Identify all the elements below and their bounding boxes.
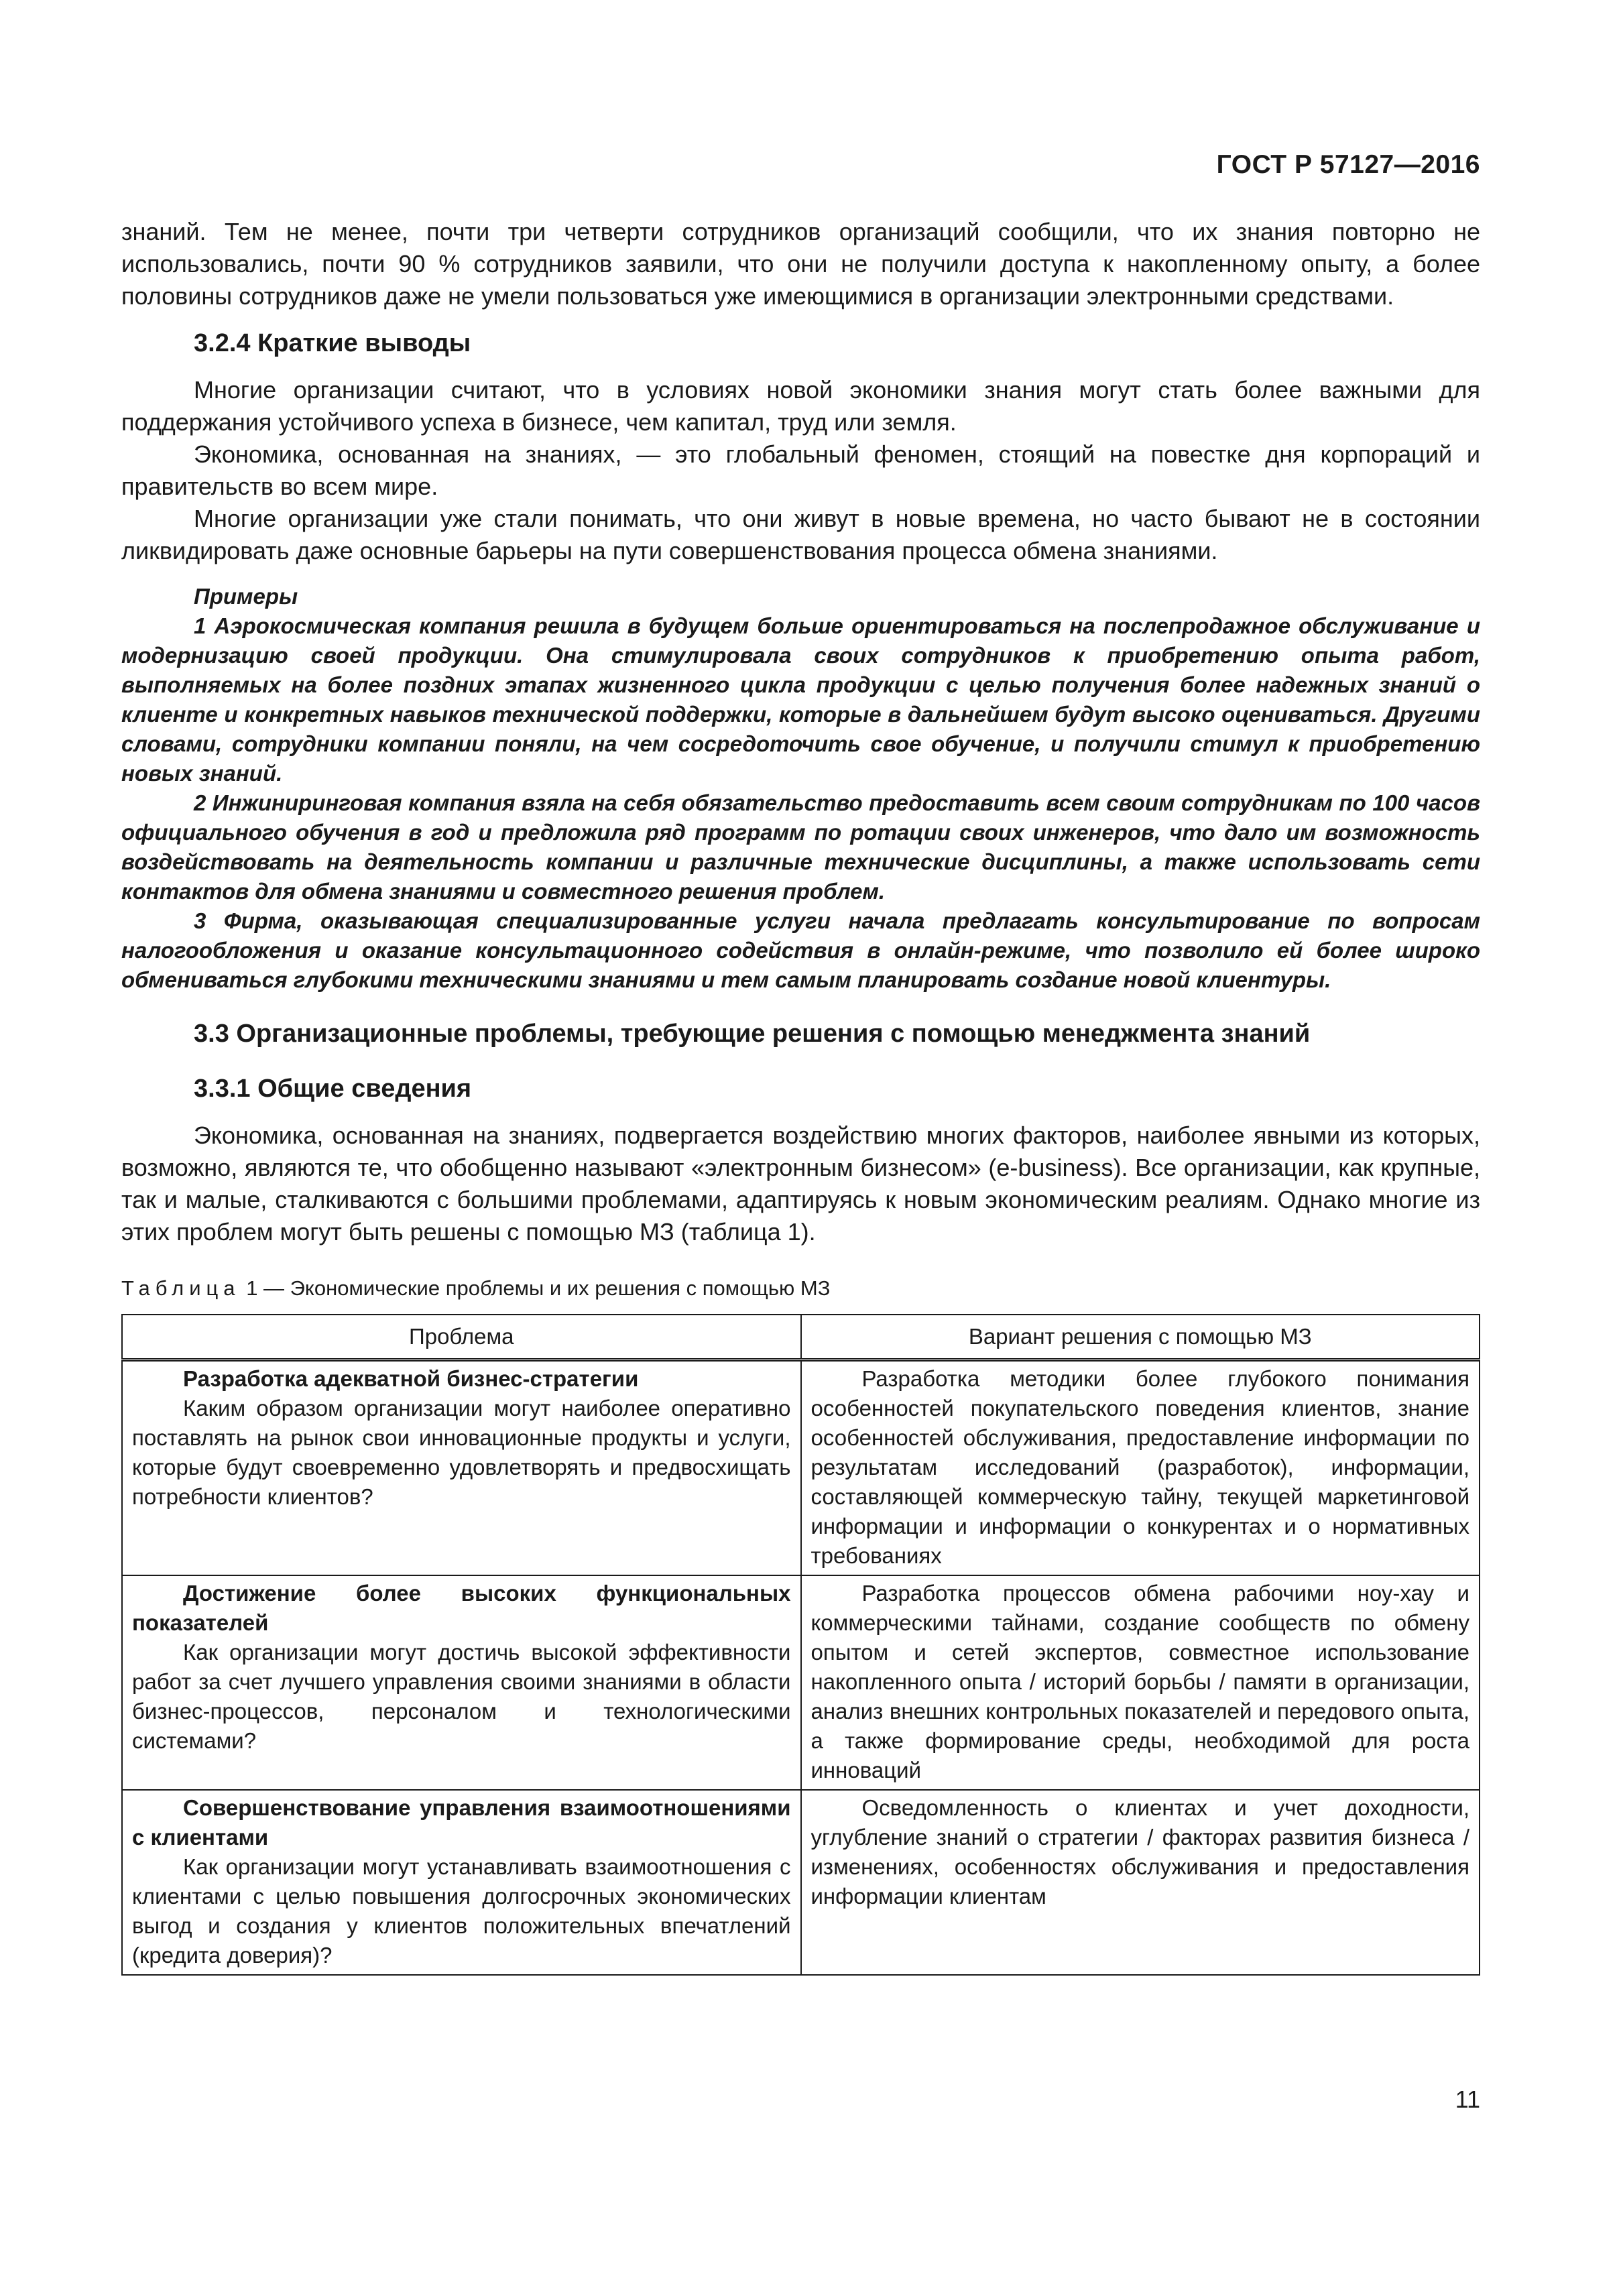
intro-paragraph: знаний. Тем не менее, почти три четверти сотрудников организаций сообщили, что их знания повторно не использовались, почти 90 % сотрудников заявили, что они не получили доступа к накопленному опыту, а более половины сотрудников даже не умели пользоваться уже имеющимися в организации электронными средствами. <box>121 218 1480 310</box>
paragraph: Многие организации уже стали понимать, что они живут в новые времена, но часто бывают не в состоянии ликвидировать даже основные барьеры на пути совершенствования процесса обмена знаниями. <box>121 505 1480 564</box>
examples-block <box>121 582 1480 995</box>
table-row <box>122 1360 1480 1576</box>
problem-cell <box>122 1575 801 1790</box>
table-header-row <box>122 1315 1480 1360</box>
solution-text: Разработка методики более глубокого понимания особенностей покупательского поведения клиентов, знание особенностей обслуживания, предоставление информации по результатам исследований (разработок), информации, составляющей коммерческую тайну, текущей маркетинговой информации и информации о конкурентах и о нормативных требованиях <box>810 1366 1469 1568</box>
example-item: 2 Инжиниринговая компания взяла на себя обязательство предоставить всем своим сотрудникам по 100 часов официального обучения в год и предложила ряд программ по ротации своих инженеров, что дало им возможность воздействовать на деятельность компании и различные технические дисциплины, а также использовать сети контактов для обмена знаниями и совместного решения проблем. <box>121 790 1480 904</box>
problem-cell <box>122 1790 801 1975</box>
paragraph: Экономика, основанная на знаниях, подвергается воздействию многих факторов, наиболее явными из которых, возможно, являются те, что обобщенно называют «электронным бизнесом» (e-business). Все организации, как крупные, так и малые, сталкиваются с большими проблемами, адаптируясь к новым экономическим реалиям. Однако многие из этих проблем могут быть решены с помощью МЗ (таблица 1). <box>121 1122 1480 1246</box>
problem-title: Достижение более высоких функциональных показателей <box>132 1581 791 1635</box>
examples-title: Примеры <box>194 584 298 609</box>
problems-solutions-table <box>121 1314 1480 1976</box>
problem-title: Разработка адекватной бизнес-стратегии <box>183 1366 639 1391</box>
problem-text: Как организации могут устанавливать взаимоотношения с клиентами с целью повышения долгосрочных экономических выгод и создания у клиентов положительных впечатлений (кредита доверия)? <box>132 1854 791 1968</box>
solution-cell <box>801 1575 1480 1790</box>
example-item: 1 Аэрокосмическая компания решила в будущем больше ориентироваться на послепродажное обслуживание и модернизацию своей продукции. Она стимулировала своих сотрудников к приобретению опыта работ, выполняемых на более поздних этапах жизненного цикла продукции с целью получения более надежных знаний о клиенте и конкретных навыков технической поддержки, которые в дальнейшем будут высоко оцениваться. Другими словами, сотрудники компании поняли, на чем сосредоточить свое обучение, и получили стимул к приобретению новых знаний. <box>121 613 1480 786</box>
page-content <box>121 216 1480 1976</box>
section-3-3-heading: 3.3 Организационные проблемы, требующие решения с помощью менеджмента знаний <box>194 1020 1311 1048</box>
solution-text: Осведомленность о клиентах и учет доходности, углубление знаний о стратегии / факторах развития бизнеса / изменениях, особенностях обслуживания и предоставления информации клиентам <box>810 1795 1469 1909</box>
problem-text: Как организации могут достичь высокой эффективности работ за счет лучшего управления своими знаниями в области бизнес-процессов, персоналом и технологическими системами? <box>132 1640 791 1753</box>
column-header-problem: Проблема <box>122 1315 801 1360</box>
paragraph: Экономика, основанная на знаниях, — это глобальный феномен, стоящий на повестке дня корпораций и правительств во всем мире. <box>121 440 1480 500</box>
problem-cell <box>122 1360 801 1576</box>
document-id-header: ГОСТ Р 57127—2016 <box>1216 150 1480 179</box>
solution-cell <box>801 1360 1480 1576</box>
problem-text: Каким образом организации могут наиболее оперативно поставлять на рынок свои инновационные продукты и услуги, которые будут своевременно удовлетворять и предвосхищать потребности клиентов? <box>132 1396 791 1509</box>
solution-cell <box>801 1790 1480 1975</box>
table-caption-label: Таблица <box>121 1276 241 1300</box>
example-item: 3 Фирма, оказывающая специализированные услуги начала предлагать консультирование по вопросам налогообложения и оказание консультационного содействия в онлайн-режиме, что позволило ей более широко обмениваться глубокими техническими знаниями и тем самым планировать создание новой клиентуры. <box>121 908 1480 992</box>
table-row <box>122 1575 1480 1790</box>
paragraph: Многие организации считают, что в условиях новой экономики знания могут стать более важными для поддержания устойчивого успеха в бизнесе, чем капитал, труд или земля. <box>121 376 1480 436</box>
solution-text: Разработка процессов обмена рабочими ноу-хау и коммерческими тайнами, создание сообществ по обмену опытом и сетей экспертов, совместное использование накопленного опыта / историй борьбы / памяти в организации, анализ внешних контрольных показателей и передового опыта, а также формирование среды, необходимой для роста инноваций <box>810 1581 1469 1783</box>
table-caption-text: 1 — Экономические проблемы и их решения с помощью МЗ <box>246 1276 831 1300</box>
page-number: 11 <box>1455 2086 1480 2113</box>
section-3-3-1-heading: 3.3.1 Общие сведения <box>194 1075 472 1103</box>
table-row <box>122 1790 1480 1975</box>
section-3-2-4-heading: 3.2.4 Краткие выводы <box>194 329 471 357</box>
column-header-solution: Вариант решения с помощью МЗ <box>801 1315 1480 1360</box>
problem-title: Совершенствование управления взаимоотношениями с клиентами <box>132 1795 791 1850</box>
table-caption <box>121 1272 1480 1305</box>
